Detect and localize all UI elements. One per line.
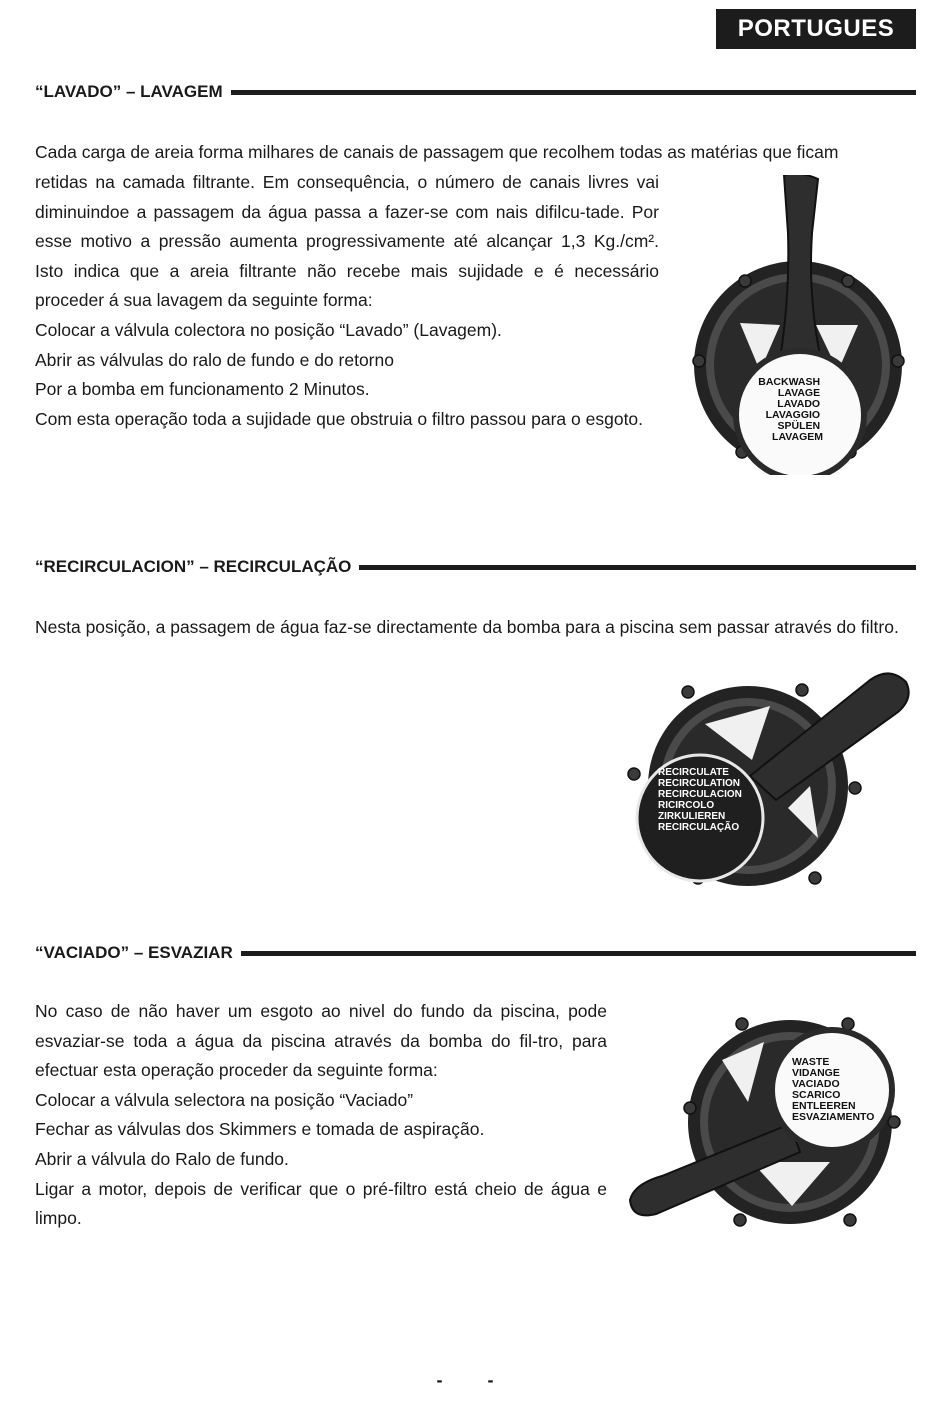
language-badge: PORTUGUES bbox=[716, 9, 916, 49]
section-heading-esvaziar bbox=[35, 943, 916, 963]
paragraph: Com esta operação toda a sujidade que obstruia o filtro passou para o esgoto. bbox=[35, 408, 644, 429]
valve-label: LAVAGEM bbox=[772, 431, 823, 443]
valve-label: VACIADO bbox=[792, 1078, 840, 1090]
valve-label: SPÜLEN bbox=[777, 420, 821, 432]
valve-label: VIDANGE bbox=[792, 1067, 840, 1079]
valve-backwash-figure bbox=[688, 175, 913, 475]
heading-rule bbox=[231, 90, 916, 95]
valve-label: RECIRCULATION bbox=[658, 778, 741, 789]
heading-rule bbox=[359, 565, 916, 570]
paragraph: Nesta posição, a passagem de água faz-se directamente da bomba para a piscina sem passar através do filtro. bbox=[35, 617, 899, 637]
paragraph: Por a bomba em funcionamento 2 Minutos. bbox=[35, 379, 370, 400]
valve-waste-figure bbox=[622, 1012, 912, 1237]
valve-recirculate-figure bbox=[620, 668, 915, 886]
valve-label: LAVAGGIO bbox=[765, 409, 821, 421]
valve-label: RECIRCULAÇÃO bbox=[658, 822, 740, 833]
paragraph: Colocar a válvula colectora no posição “Lavado” (Lavagem). bbox=[35, 319, 502, 340]
paragraph: Ligar a motor, depois de verificar que o pré-filtro está cheio de água e limpo. bbox=[35, 1178, 607, 1229]
paragraph: Colocar a válvula selectora na posição “Vaciado” bbox=[35, 1089, 414, 1110]
valve-label: RICIRCOLO bbox=[658, 800, 715, 811]
valve-label: RECIRCULACION bbox=[658, 789, 742, 800]
section-heading-recirculacao bbox=[35, 557, 916, 577]
section-title: “VACIADO” – ESVAZIAR bbox=[35, 943, 233, 962]
section-title: “RECIRCULACION” – RECIRCULAÇÃO bbox=[35, 557, 352, 576]
valve-label: WASTE bbox=[792, 1056, 830, 1068]
valve-label: SCARICO bbox=[792, 1089, 841, 1101]
paragraph: retidas na camada filtrante. Em consequência, o número de canais livres vai diminuindoe a passagem da água passa a fazer-se com nais difilcu-tade. Por esse motivo a pressão aumenta progressivamente até alcançar 1,3 Kg./cm². Isto indica que a areia filtrante não recebe mais sujidade e é necessário proceder á sua lavagem da seguinte forma: bbox=[35, 172, 659, 311]
section-body-lavagem bbox=[35, 168, 659, 434]
paragraph: No caso de não haver um esgoto ao nivel do fundo da piscina, pode esvaziar-se toda a água da piscina através da bomba do fil-tro, para efectuar esta operação proceder da seguinte forma: bbox=[35, 1001, 607, 1081]
valve-label: LAVAGE bbox=[777, 387, 821, 399]
section-title: “LAVADO” – LAVAGEM bbox=[35, 82, 223, 101]
paragraph: Fechar as válvulas dos Skimmers e tomada de aspiração. bbox=[35, 1119, 485, 1140]
section-body-recirculacao bbox=[35, 613, 915, 643]
paragraph: Abrir as válvulas do ralo de fundo e do retorno bbox=[35, 349, 394, 370]
page-footer: - - bbox=[436, 1370, 514, 1390]
section-heading-lavagem bbox=[35, 82, 916, 102]
valve-label: ESVAZIAMENTO bbox=[792, 1111, 875, 1123]
valve-label: LAVADO bbox=[777, 398, 821, 410]
paragraph: Abrir a válvula do Ralo de fundo. bbox=[35, 1148, 289, 1169]
paragraph-first-line: Cada carga de areia forma milhares de canais de passagem que recolhem todas as matérias que ficam bbox=[35, 142, 839, 162]
heading-rule bbox=[241, 951, 916, 956]
valve-label: ZIRKULIEREN bbox=[658, 811, 726, 822]
section-body-esvaziar bbox=[35, 997, 607, 1234]
valve-label: RECIRCULATE bbox=[658, 767, 729, 778]
valve-label: ENTLEEREN bbox=[792, 1100, 856, 1112]
valve-label: BACKWASH bbox=[758, 376, 821, 388]
